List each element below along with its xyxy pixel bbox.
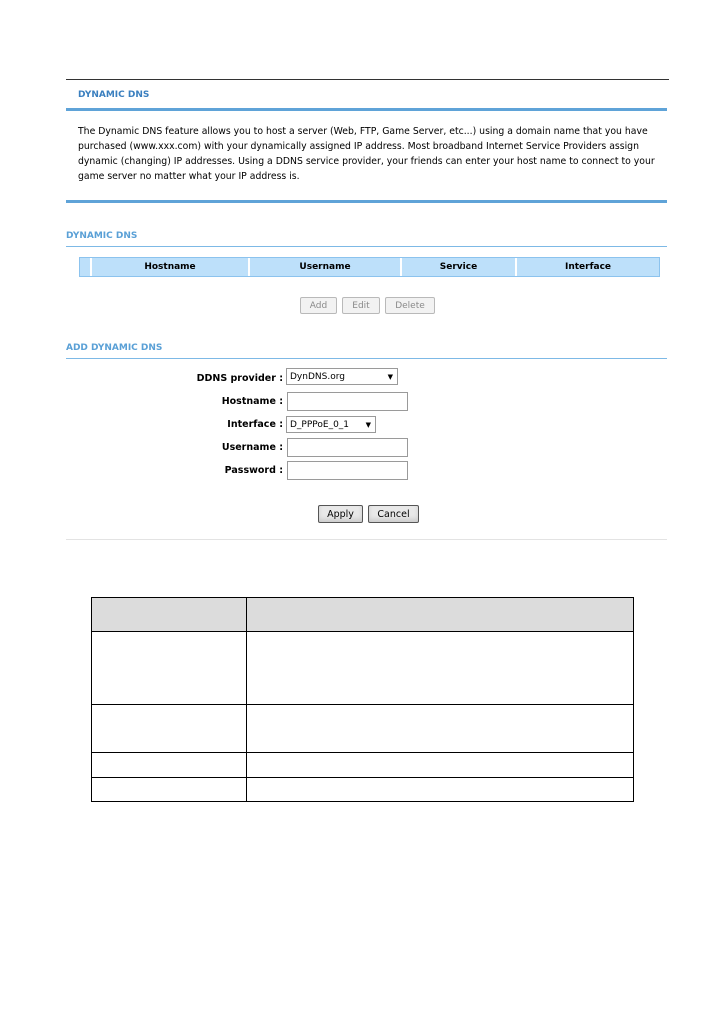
intro-panel (66, 111, 667, 201)
interface-column-header: Interface (515, 258, 659, 276)
table-cell (247, 778, 634, 802)
chevron-down-icon: ▼ (387, 373, 393, 381)
form-end-divider (66, 539, 667, 540)
interface-label: Interface : (227, 419, 283, 430)
intro-divider (66, 200, 667, 203)
hostname-column-header: Hostname (90, 258, 248, 276)
ddns-table-header (79, 257, 660, 277)
table-cell (92, 705, 247, 753)
ddns-provider-select[interactable] (286, 368, 398, 385)
table-row (92, 632, 634, 705)
password-label: Password : (224, 465, 283, 476)
page-header (66, 82, 667, 111)
ddns-provider-label: DDNS provider : (196, 373, 283, 384)
username-label: Username : (221, 442, 283, 453)
apply-button[interactable]: Apply (318, 505, 363, 523)
table-cell (247, 598, 634, 632)
table-cell (92, 778, 247, 802)
page-title: DYNAMIC DNS (78, 90, 150, 100)
ddns-provider-value: DynDNS.org (290, 371, 345, 382)
chevron-down-icon: ▼ (365, 421, 371, 429)
username-input[interactable] (287, 438, 408, 457)
delete-button[interactable]: Delete (385, 297, 435, 314)
table-cell (92, 598, 247, 632)
description-table (91, 597, 634, 802)
edit-button[interactable]: Edit (342, 297, 380, 314)
intro-text: The Dynamic DNS feature allows you to host a server (Web, FTP, Game Server, etc...) using a domain name that you have purchased (www.xxx.com) with your dynamically assigned IP address. Most broadband Internet Service Providers assign dynamic (changing) IP addresses. Using a DDNS service provider, your friends can enter your host name to connect to your game server no matter what your IP address is. (78, 126, 655, 182)
select-column-header (80, 258, 90, 276)
hostname-label: Hostname : (221, 396, 283, 407)
service-column-header: Service (400, 258, 515, 276)
table-row (92, 778, 634, 802)
interface-value: D_PPPoE_0_1 (290, 419, 350, 430)
add-ddns-section-divider (66, 358, 667, 359)
add-ddns-section-title: ADD DYNAMIC DNS (66, 343, 163, 353)
username-column-header: Username (248, 258, 400, 276)
ddns-section-divider (66, 246, 667, 247)
password-input[interactable] (287, 461, 408, 480)
table-header-row (92, 598, 634, 632)
table-row (92, 753, 634, 778)
ddns-section-title: DYNAMIC DNS (66, 231, 138, 241)
cancel-button[interactable]: Cancel (368, 505, 419, 523)
interface-select[interactable] (286, 416, 376, 433)
table-cell (247, 705, 634, 753)
add-button[interactable]: Add (300, 297, 337, 314)
table-cell (92, 632, 247, 705)
top-divider (66, 79, 669, 80)
table-cell (92, 753, 247, 778)
table-cell (247, 753, 634, 778)
table-row (92, 705, 634, 753)
table-cell (247, 632, 634, 705)
hostname-input[interactable] (287, 392, 408, 411)
